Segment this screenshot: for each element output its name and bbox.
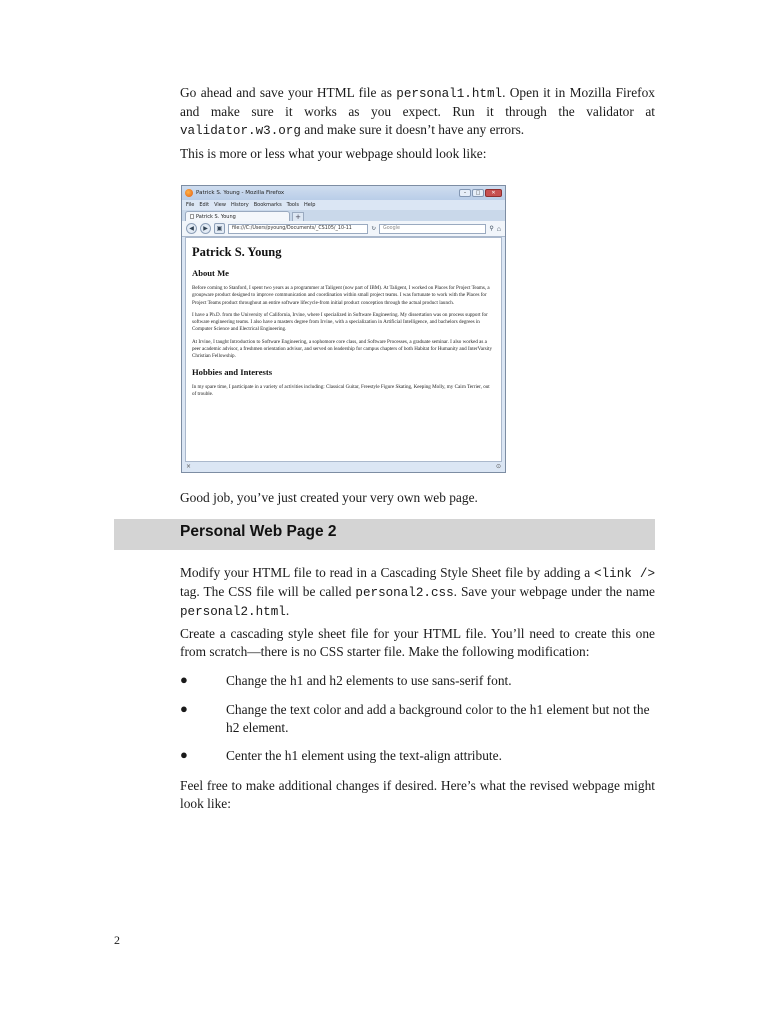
menu-tools: Tools xyxy=(286,202,299,208)
bullet-marker: ● xyxy=(180,701,188,716)
magnifier-icon: ⚲ xyxy=(489,226,494,232)
browser-tabbar xyxy=(182,210,505,221)
html-filename: personal2.html xyxy=(180,605,286,619)
status-close-icon: × xyxy=(186,463,192,470)
modify-paragraph xyxy=(180,564,655,621)
minimize-icon: – xyxy=(459,189,471,197)
back-icon: ◀ xyxy=(186,223,197,234)
browser-tab xyxy=(185,211,290,221)
intro-text-1: Go ahead and save your HTML file as xyxy=(180,85,397,100)
browser-statusbar xyxy=(182,462,505,472)
menu-edit: Edit xyxy=(199,202,210,208)
browser-tab-label: Patrick S. Young xyxy=(196,213,236,220)
sample-paragraph-2: I have a Ph.D. from the University of California, Irvine, where I specialized in Software Engineering. My dissertation was on process support for software engineering teams. I also have a masters degree from Irvine, with a specialization in Artificial Intelligence, and bachelors degrees in Computer Science and Electrical Engineering. xyxy=(192,311,488,333)
close-icon: ✕ xyxy=(485,189,502,197)
sample-hobbies-heading: Hobbies and Interests xyxy=(192,366,273,377)
menu-file: File xyxy=(186,202,195,208)
sample-about-heading: About Me xyxy=(192,268,229,278)
sample-page-heading: Patrick S. Young xyxy=(192,245,282,259)
good-job-paragraph: Good job, you’ve just created your very own web page. xyxy=(180,490,478,505)
menu-bookmarks: Bookmarks xyxy=(253,202,282,208)
bullet-marker: ● xyxy=(180,747,188,762)
sample-paragraph-3: At Irvine, I taught Introduction to Software Engineering, a sophomore core class, and Software Processes, a graduate seminar. I also worked as a peer academic advisor, a freshmen orientation advisor, and served on leadership for campus chapters of both Habitat for Humanity and InterVarsity Christian Fellowship. xyxy=(192,338,493,360)
intro-text-2: . Open it in Mozilla Firefox and make sure it works as you expect. Run it through the validator at xyxy=(180,85,655,119)
modify-text-2: tag. The CSS file will be called xyxy=(180,584,356,599)
sample-paragraph-4: In my spare time, I participate in a variety of activities including: Classical Guitar, Freestyle Figure Skating, Keeping Molly, my Cairn Terrier, out of trouble. xyxy=(192,383,490,397)
intro-paragraph xyxy=(180,84,655,140)
section-header xyxy=(114,519,655,550)
browser-url-bar: file:///C:/Users/pyoung/Documents/_CS105/_10-11 xyxy=(228,224,368,234)
menu-view: View xyxy=(214,202,226,208)
browser-screenshot xyxy=(181,185,506,473)
firefox-logo-icon xyxy=(185,189,193,197)
validator-url: validator.w3.org xyxy=(180,124,301,138)
link-tag-code: <link /> xyxy=(594,567,655,581)
create-paragraph: Create a cascading style sheet file for your HTML file. You’ll need to create this one from scratch—there is no CSS starter file. Make the following modification: xyxy=(180,626,655,659)
menu-help: Help xyxy=(304,202,316,208)
browser-navbar xyxy=(182,221,505,237)
page-icon xyxy=(190,214,194,219)
bullet-marker: ● xyxy=(180,672,188,687)
page-number: 2 xyxy=(114,933,120,947)
bullet-item: Change the text color and add a background color to the h1 element but not the h2 element. xyxy=(226,702,650,735)
modify-text-3: . Save your webpage under the name xyxy=(453,584,655,599)
home-icon: ▣ xyxy=(214,223,225,234)
section-title: Personal Web Page 2 xyxy=(180,523,337,540)
lead-in-paragraph: This is more or less what your webpage should look like: xyxy=(180,146,487,161)
maximize-icon: □ xyxy=(472,189,484,197)
browser-titlebar xyxy=(182,186,505,200)
browser-window-title: Patrick S. Young - Mozilla Firefox xyxy=(196,190,285,196)
home-button-icon: ⌂ xyxy=(496,224,501,233)
bullet-item: Change the h1 and h2 elements to use sans-serif font. xyxy=(226,673,512,688)
menu-history: History xyxy=(230,202,249,208)
closing-paragraph: Feel free to make additional changes if desired. Here’s what the revised webpage might look like: xyxy=(180,778,655,811)
new-tab-icon: + xyxy=(292,212,304,221)
css-filename: personal2.css xyxy=(355,586,454,600)
sample-paragraph-1: Before coming to Stanford, I spent two years as a programmer at Taligent (now part of IBM). At Taligent, I worked on Places for Project Teams, a groupware product designed to improve communication and coordination within small project teams. I was fortunate to work with the Places for Project Teams product throughout an entire software lifecycle-from initial product conception through the actual product launch. xyxy=(192,285,490,306)
browser-search-bar: Google xyxy=(379,224,486,234)
forward-icon: ▶ xyxy=(200,223,211,234)
reload-icon: ↻ xyxy=(371,226,377,232)
modify-text-4: . xyxy=(285,603,290,618)
intro-filename: personal1.html xyxy=(396,87,503,101)
browser-viewport xyxy=(185,237,502,462)
status-addon-icon: ⊙ xyxy=(495,463,501,470)
bullet-item: Center the h1 element using the text-align attribute. xyxy=(226,748,502,763)
modify-text-1: Modify your HTML file to read in a Cascading Style Sheet file by adding a xyxy=(180,565,595,580)
browser-menubar xyxy=(182,200,505,210)
intro-text-3: and make sure it doesn’t have any errors. xyxy=(300,122,525,137)
window-controls xyxy=(459,189,502,197)
